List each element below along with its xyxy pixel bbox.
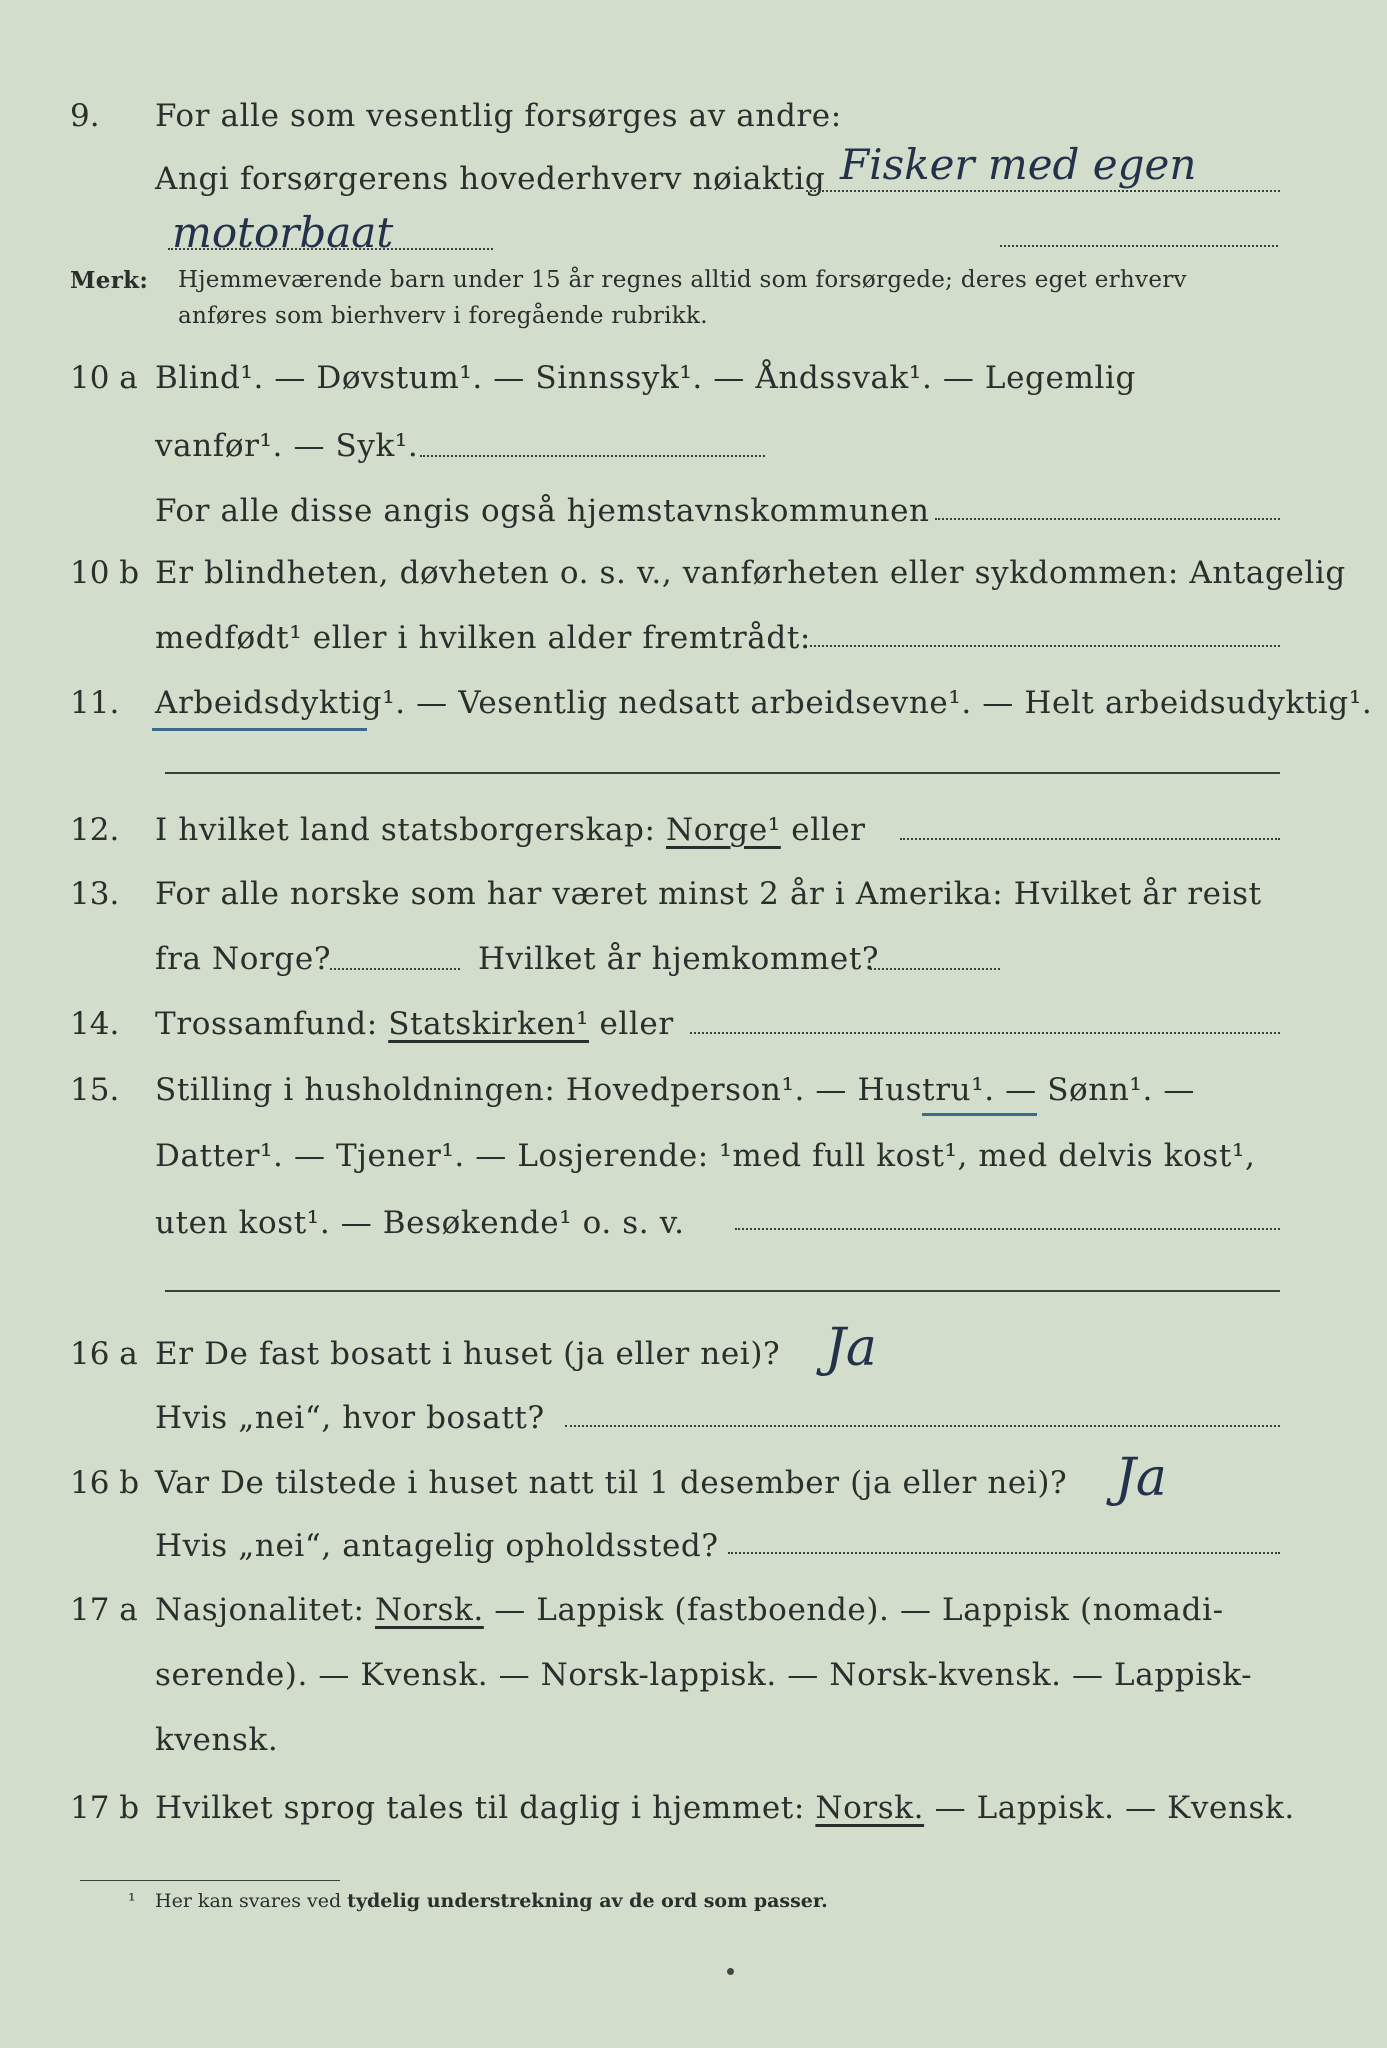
q9-answer-line	[806, 190, 1280, 192]
q17b-option-norsk: Norsk.	[815, 1790, 925, 1826]
q14-post: eller	[589, 1006, 674, 1042]
q9-line2: Angi forsørgerens hovederhverv nøiaktig	[155, 161, 826, 197]
q17a-line3: kvensk.	[155, 1722, 279, 1758]
merk-line1: Hjemmeværende barn under 15 år regnes alltid som forsørgede; deres eget erhverv	[178, 267, 1187, 293]
q11-option-arbeidsdyktig: Arbeidsdyktig¹.	[155, 685, 406, 721]
q9-handwritten-answer1: Fisker med egen	[840, 140, 1197, 189]
q11-text	[155, 685, 1372, 721]
q17a-number: 17 a	[70, 1592, 138, 1628]
q15-line1b: — Sønn¹. —	[994, 1072, 1195, 1108]
q11-number: 11.	[70, 685, 120, 721]
q15-handmarked-underline	[922, 1113, 1037, 1116]
q16b-handwritten-answer: Ja	[1115, 1448, 1167, 1508]
q13-line1: For alle norske som har været minst 2 år i Amerika: Hvilket år reist	[155, 876, 1262, 912]
q11-handmarked-underline	[152, 728, 367, 731]
q16a-line1: Er De fast bosatt i huset (ja eller nei)?	[155, 1336, 781, 1372]
q9-handwritten-answer2: motorbaat	[172, 208, 394, 257]
q13-number: 13.	[70, 876, 120, 912]
q10b-line2: medfødt¹ eller i hvilken alder fremtrådt:	[155, 620, 811, 656]
q12-text	[155, 812, 866, 848]
merk-label: Merk:	[70, 267, 149, 294]
q10b-number: 10 b	[70, 555, 140, 591]
footnote-mark: ¹	[128, 1890, 136, 1912]
q10a-number: 10 a	[70, 360, 138, 396]
q9-answer-line2b	[1000, 245, 1278, 247]
ink-spot	[727, 1968, 734, 1975]
q17b-number: 17 b	[70, 1790, 140, 1826]
q11-rest: — Vesentlig nedsatt arbeidsevne¹. — Helt arbeidsudyktig¹.	[405, 685, 1373, 721]
q16b-line1: Var De tilstede i huset natt til 1 desember (ja eller nei)?	[155, 1465, 1068, 1501]
q14-text	[155, 1006, 674, 1042]
q9-answer-line2a	[168, 248, 493, 250]
q16a-answer-line	[565, 1425, 1280, 1427]
q15-line3: uten kost¹. — Besøkende¹ o. s. v.	[155, 1205, 685, 1241]
q17b-pre: Hvilket sprog tales til daglig i hjemmet:	[155, 1790, 816, 1826]
q10b-line1: Er blindheten, døvheten o. s. v., vanførheten eller sykdommen: Antagelig	[155, 555, 1346, 591]
q17a-option-norsk: Norsk.	[375, 1592, 484, 1628]
q17a-rest: — Lappisk (fastboende). — Lappisk (nomadi-	[483, 1592, 1224, 1628]
footnote-divider	[80, 1880, 340, 1881]
q16b-number: 16 b	[70, 1465, 140, 1501]
q12-post: eller	[780, 812, 866, 848]
q11-answer-line	[165, 772, 1280, 774]
footnote-bold: tydelig understrekning av de ord som passer.	[347, 1890, 828, 1912]
merk-line2: anføres som bierhverv i foregående rubrikk.	[178, 303, 708, 329]
q15-line2: Datter¹. — Tjener¹. — Losjerende: ¹med full kost¹, med delvis kost¹,	[155, 1138, 1256, 1174]
q14-option-statskirken: Statskirken¹	[388, 1006, 589, 1042]
footnote-text	[155, 1890, 828, 1912]
q14-number: 14.	[70, 1006, 120, 1042]
q10a-hometown-line	[935, 518, 1280, 520]
q17b-post: — Lappisk. — Kvensk.	[924, 1790, 1295, 1826]
q16b-line2: Hvis „nei“, antagelig opholdssted?	[155, 1528, 719, 1564]
q9-line1: For alle som vesentlig forsørges av andre:	[155, 98, 842, 134]
q13-line2a: fra Norge?	[155, 941, 332, 977]
q10b-answer-line	[810, 645, 1280, 647]
q12-option-norge: Norge¹	[665, 812, 781, 848]
q10a-line1: Blind¹. — Døvstum¹. — Sinnssyk¹. — Åndssvak¹. — Legemlig	[155, 360, 1136, 396]
q12-answer-line	[900, 838, 1280, 840]
q17a-pre: Nasjonalitet:	[155, 1592, 376, 1628]
q15-line1a: Stilling i husholdningen: Hovedperson¹. —	[155, 1072, 858, 1108]
q15-line1	[155, 1072, 1195, 1108]
q12-pre: I hvilket land statsborgerskap:	[155, 812, 666, 848]
q15-option-hustru: Hustru¹.	[857, 1072, 995, 1108]
q10a-line3: For alle disse angis også hjemstavnskommunen	[155, 493, 930, 529]
q15-answer-line	[735, 1228, 1280, 1230]
q13-departure-line	[330, 968, 460, 970]
q17b-text	[155, 1790, 1295, 1826]
q17a-line2: serende). — Kvensk. — Norsk-lappisk. — Norsk-kvensk. — Lappisk-	[155, 1657, 1253, 1693]
q16a-number: 16 a	[70, 1336, 138, 1372]
q15-answer-line2	[165, 1290, 1280, 1292]
q12-number: 12.	[70, 812, 120, 848]
q13-line2b: Hvilket år hjemkommet?	[478, 941, 880, 977]
q16b-answer-line	[728, 1552, 1280, 1554]
q15-number: 15.	[70, 1072, 120, 1108]
q16a-handwritten-answer: Ja	[825, 1318, 877, 1378]
q10a-line2: vanfør¹. — Syk¹.	[155, 428, 419, 464]
q10a-answer-line	[420, 455, 765, 457]
q16a-line2: Hvis „nei“, hvor bosatt?	[155, 1400, 545, 1436]
q14-answer-line	[690, 1032, 1280, 1034]
q14-pre: Trossamfund:	[155, 1006, 389, 1042]
q9-number: 9.	[70, 98, 100, 134]
footnote-pre: Her kan svares ved	[155, 1890, 348, 1912]
q17a-line1	[155, 1592, 1224, 1628]
q13-return-line	[870, 968, 1000, 970]
